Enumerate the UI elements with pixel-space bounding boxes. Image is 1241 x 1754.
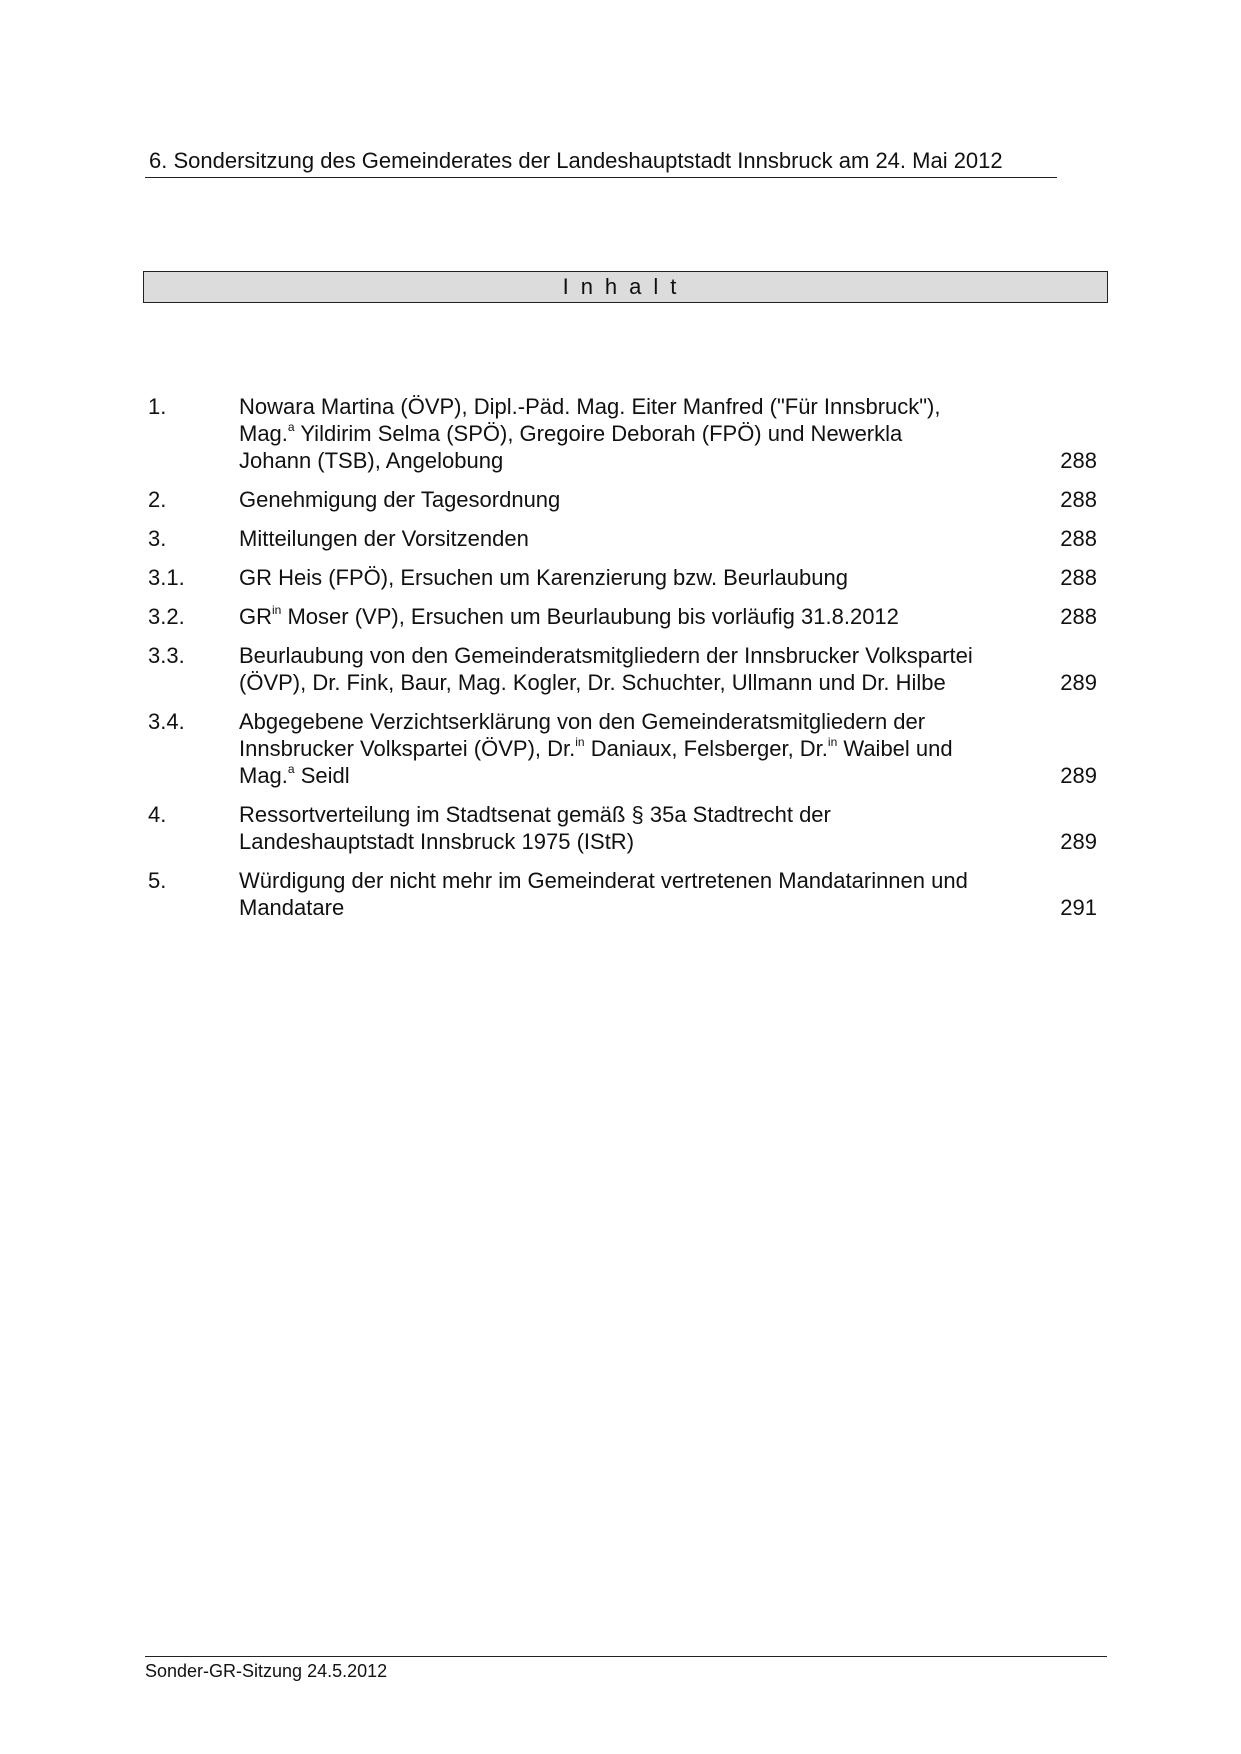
toc-entry-title bbox=[239, 393, 1019, 474]
toc-entry bbox=[148, 393, 1103, 474]
toc-entry bbox=[148, 867, 1103, 921]
toc-entry-title-line: Innsbrucker Volkspartei (ÖVP), Dr.$^{in}$ Daniaux, Felsberger, Dr.$^{in}$ Waibel und bbox=[239, 734, 953, 761]
toc-entry-title-line: Nowara Martina (ÖVP), Dipl.-Päd. Mag. Eiter Manfred ("Für Innsbruck"), bbox=[239, 394, 941, 419]
toc-entry-title-line: Beurlaubung von den Gemeinderatsmitgliedern der Innsbrucker Volkspartei bbox=[239, 643, 973, 668]
toc-entry bbox=[148, 642, 1103, 696]
toc-entry-page: 289 bbox=[1060, 829, 1097, 854]
toc-entry-number: 3.4. bbox=[148, 709, 185, 734]
toc-entry-title-line: Abgegebene Verzichtserklärung von den Gemeinderatsmitgliedern der bbox=[239, 709, 926, 734]
header-title: 6. Sondersitzung des Gemeinderates der Landeshauptstadt Innsbruck am 24. Mai 2012 bbox=[149, 148, 1003, 173]
toc-entry bbox=[148, 486, 1103, 513]
toc-entry-page: 288 bbox=[1060, 565, 1097, 590]
toc-entry-number: 2. bbox=[148, 487, 167, 512]
toc-entry-title-line: Ressortverteilung im Stadtsenat gemäß § 35a Stadtrecht der bbox=[239, 802, 831, 827]
toc-entry-title-line: (ÖVP), Dr. Fink, Baur, Mag. Kogler, Dr. Schuchter, Ullmann und Dr. Hilbe bbox=[239, 670, 946, 695]
toc-entry-page: 288 bbox=[1060, 487, 1097, 512]
toc-entry-title-line: Landeshauptstadt Innsbruck 1975 (IStR) bbox=[239, 829, 635, 854]
toc-entry-number: 3.1. bbox=[148, 565, 185, 590]
toc-heading-box bbox=[143, 271, 1108, 303]
toc-entry-title-line: $GR^{in}$ Moser (VP), Ersuchen um Beurlaubung bis vorläufig 31.8.2012 bbox=[239, 602, 899, 629]
toc-entry bbox=[148, 564, 1103, 591]
toc-entry-page: 288 bbox=[1060, 526, 1097, 551]
toc-entry bbox=[148, 525, 1103, 552]
toc-entry-number: 3.2. bbox=[148, 604, 185, 629]
toc-entry bbox=[148, 603, 1103, 630]
table-of-contents bbox=[148, 393, 1103, 933]
toc-entry-title bbox=[239, 708, 1019, 789]
toc-entry-title-line: Mandatare bbox=[239, 895, 345, 920]
toc-entry-title-line: Mag.$^a$ Seidl bbox=[239, 761, 350, 788]
toc-entry-title bbox=[239, 486, 1019, 513]
toc-entry-title-line: Johann (TSB), Angelobung bbox=[239, 448, 504, 473]
toc-entry-number: 5. bbox=[148, 868, 167, 893]
toc-entry-page: 288 bbox=[1060, 448, 1097, 473]
toc-entry-page: 291 bbox=[1060, 895, 1097, 920]
toc-entry-number: 1. bbox=[148, 394, 167, 419]
toc-entry-number: 3.3. bbox=[148, 643, 185, 668]
toc-entry-number: 3. bbox=[148, 526, 167, 551]
toc-entry-title-line: Würdigung der nicht mehr im Gemeinderat vertretenen Mandatarinnen und bbox=[239, 868, 968, 893]
toc-entry-title bbox=[239, 801, 1019, 855]
toc-entry-title bbox=[239, 603, 1019, 630]
toc-entry-page: 289 bbox=[1060, 763, 1097, 788]
toc-entry-title bbox=[239, 525, 1019, 552]
toc-entry-title bbox=[239, 564, 1019, 591]
toc-entry-page: 288 bbox=[1060, 604, 1097, 629]
toc-entry-title-line: Mitteilungen der Vorsitzenden bbox=[239, 526, 529, 551]
toc-entry bbox=[148, 708, 1103, 789]
toc-entry-title bbox=[239, 867, 1019, 921]
page-footer bbox=[145, 1656, 1107, 1682]
toc-entry-title bbox=[239, 642, 1019, 696]
toc-entry-title-line: Genehmigung der Tagesordnung bbox=[239, 487, 561, 512]
toc-heading: Inhalt bbox=[562, 274, 689, 299]
toc-entry bbox=[148, 801, 1103, 855]
toc-entry-number: 4. bbox=[148, 802, 167, 827]
page-header bbox=[145, 148, 1057, 178]
toc-entry-page: 289 bbox=[1060, 670, 1097, 695]
footer-text: Sonder-GR-Sitzung 24.5.2012 bbox=[145, 1661, 388, 1681]
toc-entry-title-line: GR Heis (FPÖ), Ersuchen um Karenzierung bzw. Beurlaubung bbox=[239, 565, 848, 590]
toc-entry-title-line: Mag.$^a$ Yildirim Selma (SPÖ), Gregoire Deborah (FPÖ) und Newerkla bbox=[239, 419, 903, 446]
